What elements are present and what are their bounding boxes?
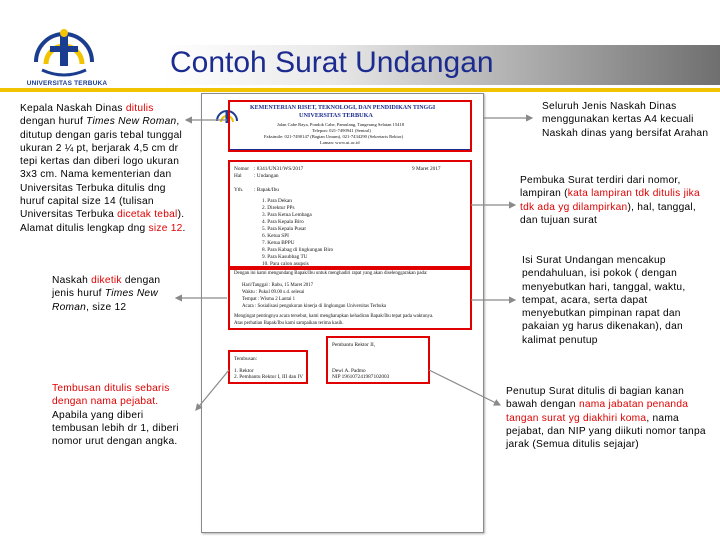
recipient-item: 2. Direktur PPs <box>262 205 295 211</box>
logo-text: UNIVERSITAS TERBUKA <box>26 80 108 87</box>
letter-closing2: Atas perhatian Bapak/Ibu kami sampaikan terima kasih. <box>234 321 344 326</box>
detail-item: Acara : Sosialisasi pengukuran kinerja di lingkungan Universitas Terbuka <box>242 304 387 309</box>
cc-item: 1. Rektor <box>234 368 254 374</box>
highlight-tembusan <box>228 350 308 384</box>
letter-sign-nip: NIP 196107241987102003 <box>332 374 390 380</box>
letter-hal-value: : Undangan <box>254 173 279 179</box>
recipient-item: 1. Para Dekan <box>262 198 292 204</box>
letter-kop-line5: Faksimile: 021-7490147 (Bagian Umum), 021-7434290 (Sekretaris Rektor) <box>264 134 404 139</box>
note-kop: Kepala Naskah Dinas ditulis dengan huruf Times New Roman, ditutup dengan garis tebal tunggal ukuran 2 ¼ pt, berjarak 4,5 cm dr tepi kertas dan diberi logo ukuran 3x3 cm. Nama kementerian dan Universitas Terbuka ditulis dng huruf capital size 14 (tulisan Universitas Terbuka dicetak tebal). Alamat ditulis lengkap dng size 12. <box>20 103 186 234</box>
detail-item: Tempat : Wisma 2 Lantai 1 <box>242 297 296 302</box>
letter-kop-line3: Jalan Cabe Raya, Pondok Cabe, Pamulang, Tangerang Selatan 15418 <box>277 122 405 127</box>
letter-kop-line1: KEMENTERIAN RISET, TEKNOLOGI, DAN PENDIDIKAN TINGGI <box>250 105 436 111</box>
detail-item: Waktu : Pukul 09.00 s.d. selesai <box>242 290 305 295</box>
highlight-isi <box>228 268 472 330</box>
recipient-item: 9. Para Kasubbag TU <box>262 254 308 260</box>
letter-cc-label: Tembusan: <box>234 356 258 362</box>
letter-preview <box>201 93 484 533</box>
note-penutup: Penutup Surat ditulis di bagian kanan bawah dengan nama jabatan penanda tangan surat yg diakhiri koma, nama pejabat, dan NIP yang diikuti nomor tanpa jarak (Semua ditulis sejajar) <box>506 386 706 451</box>
highlight-kop <box>228 100 472 152</box>
recipient-item: 3. Para Ketua Lembaga <box>262 212 312 218</box>
note-paper: Seluruh Jenis Naskah Dinas menggunakan kertas A4 kecuali Naskah dinas yang bersifat Arahan <box>542 101 709 139</box>
recipient-item: 10. Para calon asupsis <box>262 261 309 267</box>
recipient-item: 5. Para Kepala Pusat <box>262 226 306 232</box>
letter-nomor-value: : 8341/UN31/WS/2017 <box>254 166 304 172</box>
cc-item: 2. Pembantu Rektor I, III dan IV <box>234 374 304 380</box>
letter-sign-title: Pembantu Rektor II, <box>332 342 376 348</box>
letter-body-intro: Dengan ini kami mengundang Bapak/Ibu untuk menghadiri rapat yang akan diselenggarakan pada: <box>234 271 428 276</box>
note-tembusan: Tembusan ditulis sebaris dengan nama pejabat. Apabila yang diberi tembusan lebih dr 1, diberi nomor urut dengan angka. <box>52 383 179 448</box>
divider-line <box>0 88 720 92</box>
letter-kop-line2: UNIVERSITAS TERBUKA <box>299 112 373 119</box>
letter-yth-label: Yth. <box>234 187 244 193</box>
recipient-item: 7. Ketua BPPU <box>262 240 295 246</box>
letter-yth-value: : Bapak/Ibu <box>254 187 279 193</box>
recipient-item: 8. Para Kabag di lingkungan Biro <box>262 247 334 253</box>
note-font: Naskah diketik dengan jenis huruf Times New Roman, size 12 <box>52 275 161 313</box>
recipient-item: 4. Para Kepala Biro <box>262 219 304 225</box>
letter-sign-name: Dewi A. Padmo <box>332 368 366 374</box>
highlight-penutup <box>326 336 430 384</box>
note-pembuka: Pembuka Surat terdiri dari nomor, lampiran (kata lampiran tdk ditulis jika tdk ada yg dilampirkan), hal, tanggal, dan tujuan surat <box>520 175 700 226</box>
recipient-item: 6. Ketua SPI <box>262 233 289 239</box>
letter-kop-line6: Laman: www.ut.ac.id <box>320 140 360 145</box>
letter-hal-label: Hal <box>234 173 242 179</box>
letter-date: 9 Maret 2017 <box>412 166 441 172</box>
letter-nomor-label: Nomor <box>234 166 250 172</box>
letter-closing1: Mengingat pentingnya acara tersebut, kami mengharapkan kehadiran Bapak/Ibu tepat pada waktunya. <box>234 314 434 319</box>
letter-kop-line4: Telepon: 021-7490941 (Sentral) <box>312 128 371 133</box>
detail-item: Hari/Tanggal : Rabu, 15 Maret 2017 <box>242 283 314 288</box>
highlight-pembuka <box>228 160 472 268</box>
note-isi: Isi Surat Undangan mencakup pendahuluan, isi pokok ( dengan menyebutkan hari, tanggal, waktu, tempat, acara, serta dapat menyebutkan pimpinan rapat dan pakaian yg harus dikenakan), dan kalimat penutup <box>522 255 686 346</box>
page-title: Contoh Surat Undangan <box>170 46 494 79</box>
